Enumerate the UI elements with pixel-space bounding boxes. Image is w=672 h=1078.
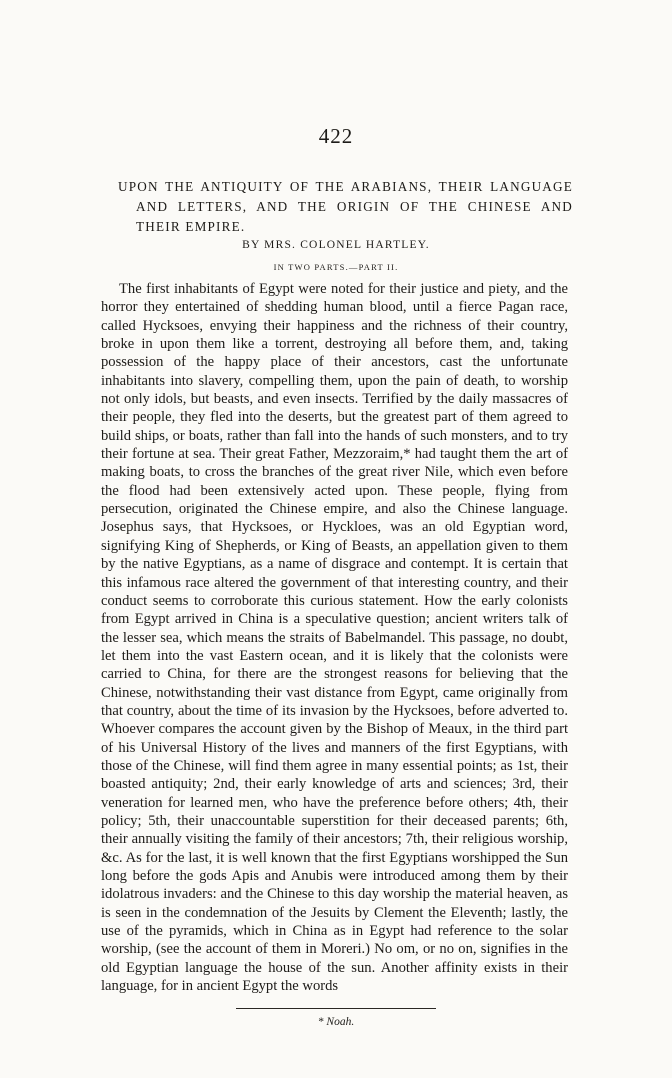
article-title: UPON THE ANTIQUITY OF THE ARABIANS, THEIR LANGUAGE AND LETTERS, AND THE ORIGIN OF THE CHINESE AND THEIR EMPIRE. <box>118 179 573 234</box>
footnote-divider <box>236 1008 436 1009</box>
page-number: 422 <box>318 124 354 148</box>
body-paragraph: The first inhabitants of Egypt were noted for their justice and piety, and the horror they entertained of shedding human blood, until a fierce Pagan race, called Hycksoes, envying their happiness and the richness of their country, broke in upon them like a torrent, destroying all before them, and, taking possession of the happy place of their ancestors, cast the unfortunate inhabitants into slavery, compelling them, upon the pain of death, to worship not only idols, but beasts, and even insects. Terrified by the daily massacres of their people, they fled into the deserts, but the greatest part of them agreed to build ships, or boats, rather than fall into the hands of such monsters, and to try their fortune at sea. Their great Father, Mezzoraim,* had taught them the art of making boats, to cross the branches of the great river Nile, which even before the flood had been extensively acted upon. These people, flying from persecution, originated the Chinese empire, and also the Chinese language. Josephus says, that Hycksoes, or Hyckloes, was an old Egyptian word, signifying King of Shepherds, or King of Beasts, an appellation given to them by the native Egyptians, as a name of disgrace and contempt. It is certain that this infamous race altered the government of that interesting country, and their conduct seems to corroborate this curious statement. How the early colonists from Egypt arrived in China is a speculative question; ancient writers talk of the lesser sea, which means the straits of Babelmandel. This passage, no doubt, let them into the vast Eastern ocean, and it is likely that the colonists were carried to China, for there are the strongest reasons for believing that the Chinese, notwithstanding their vast distance from Egypt, came originally from that country, about the time of its invasion by the Hycksoes, before adverted to. Whoever compares the account given by the Bishop of Meaux, in the third part of his Universal History of the lives and manners of the first Egyptians, with those of the Chinese, will find them agree in many essential points; as 1st, their boasted antiquity; 2nd, their early knowledge of arts and sciences; 3rd, their veneration for learned men, who have the preference before others; 4th, their policy; 5th, their unaccountable superstition for their deceased parents; 6th, their annually visiting the family of their ancestors; 7th, their religious worship, &c. As for the last, it is well known that the first Egyptians worshipped the Sun long before the gods Apis and Anubis were introduced among them by their idolatrous invaders: and the Chinese to this day worship the material heaven, as is seen in the condemnation of the Jesuits by Clement the Eleventh; lastly, the use of the pyramids, which in China as in Egypt had reference to the solar worship, (see the account of them in Moreri.) No om, or no on, signifies in the old Egyptian language the house of the sun. Another affinity exists in their language, for in ancient Egypt the words <box>101 281 568 995</box>
article-byline: BY MRS. COLONEL HARTLEY. <box>242 239 430 251</box>
article-part-note: IN TWO PARTS.—PART II. <box>273 262 399 272</box>
footnote: * Noah. <box>317 1016 355 1028</box>
